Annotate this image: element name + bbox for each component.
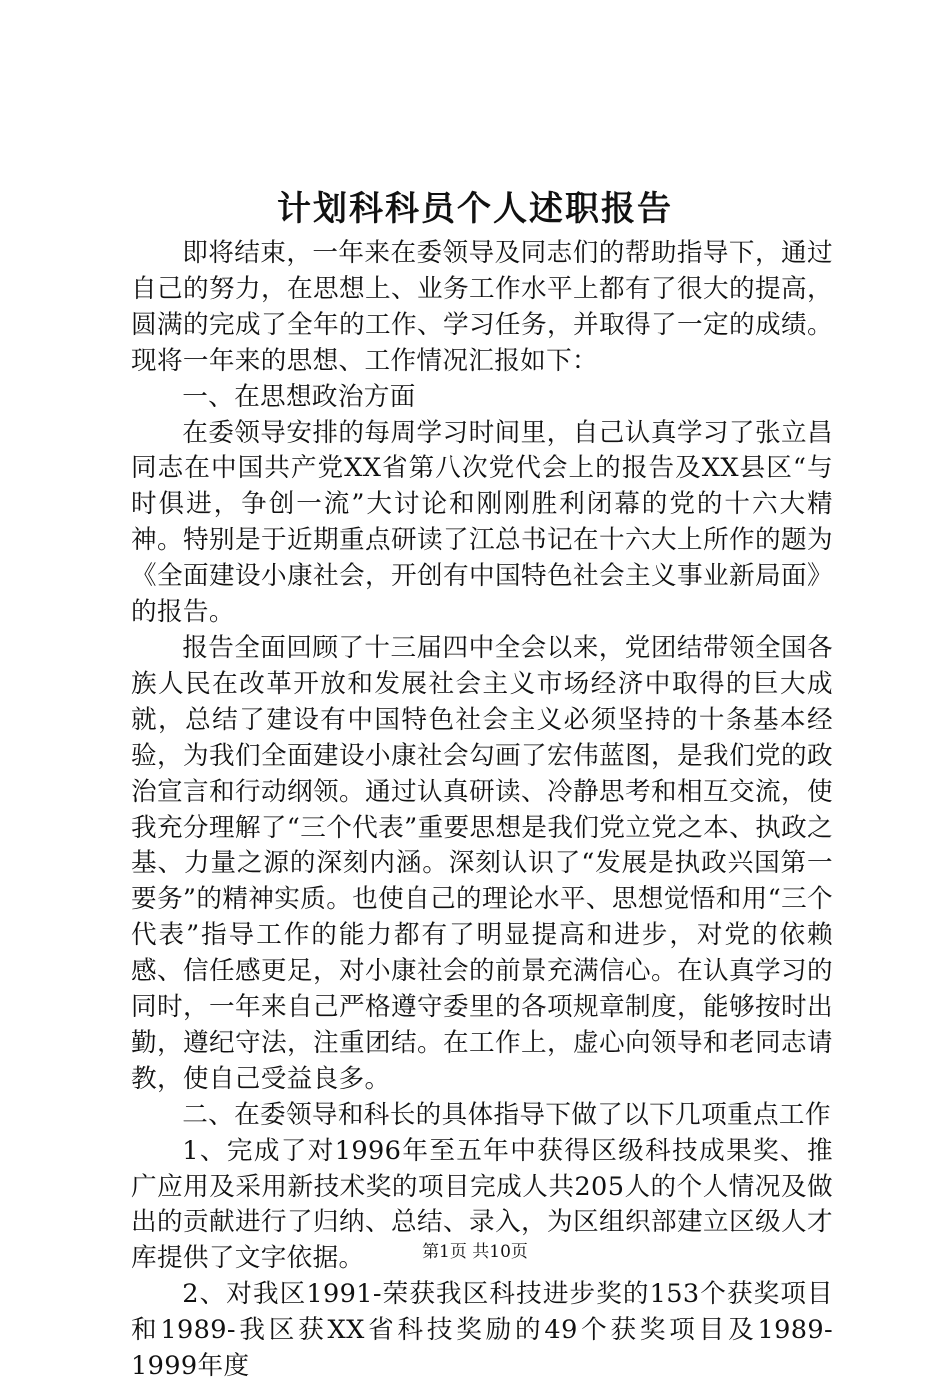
paragraph-intro: 即将结束，一年来在委领导及同志们的帮助指导下，通过自己的努力，在思想上、业务工作水平上都有了很大的提高，圆满的完成了全年的工作、学习任务，并取得了一定的成绩。现将一年来的思想、工作情况汇报如下： — [131, 238, 833, 376]
paragraph-item-2: 2、对我区1991-荣获我区科技进步奖的153个获奖项目和1989-我区获XX省科技奖励的49个获奖项目及1989-1999年度 — [131, 1279, 833, 1382]
section-heading-2: 二、在委领导和科长的具体指导下做了以下几项重点工作 — [182, 1099, 831, 1130]
paragraph-report-review: 报告全面回顾了十三届四中全会以来，党团结带领全国各族人民在改革开放和发展社会主义市场经济中取得的巨大成就，总结了建设有中国特色社会主义必须坚持的十条基本经验，为我们全面建设小康社会勾画了宏伟蓝图，是我们党的政治宣言和行动纲领。通过认真研读、冷静思考和相互交流，使我充分理解了“三个代表”重要思想是我们党立党之本、执政之基、力量之源的深刻内涵。深刻认识了“发展是执政兴国第一要务”的精神实质。也使自己的理论水平、思想觉悟和用“三个代表”指导工作的能力都有了明显提高和进步，对党的依赖感、信任感更足，对小康社会的前景充满信心。在认真学习的同时，一年来自己严格遵守委里的各项规章制度，能够按时出勤，遵纪守法，注重团结。在工作上，虚心向领导和老同志请教，使自己受益良多。 — [131, 632, 833, 1094]
section-heading-1: 一、在思想政治方面 — [182, 381, 416, 412]
document-body — [131, 236, 833, 1385]
paragraph-study: 在委领导安排的每周学习时间里，自己认真学习了张立昌同志在中国共产党XX省第八次党代会上的报告及XX县区“与时俱进，争创一流”大讨论和刚刚胜利闭幕的党的十六大精神。特别是于近期重点研读了江总书记在十六大上所作的题为《全面建设小康社会，开创有中国特色社会主义事业新局面》的报告。 — [131, 417, 833, 628]
paragraph-item-1: 1、完成了对1996年至五年中获得区级科技成果奖、推广应用及采用新技术奖的项目完成人共205人的个人情况及做出的贡献进行了归纳、总结、录入，为区组织部建立区级人才库提供了文字依据。 — [131, 1135, 833, 1274]
page-number-footer: 第1页 共10页 — [422, 1242, 528, 1262]
document-title: 计划科科员个人述职报告 — [277, 189, 673, 229]
